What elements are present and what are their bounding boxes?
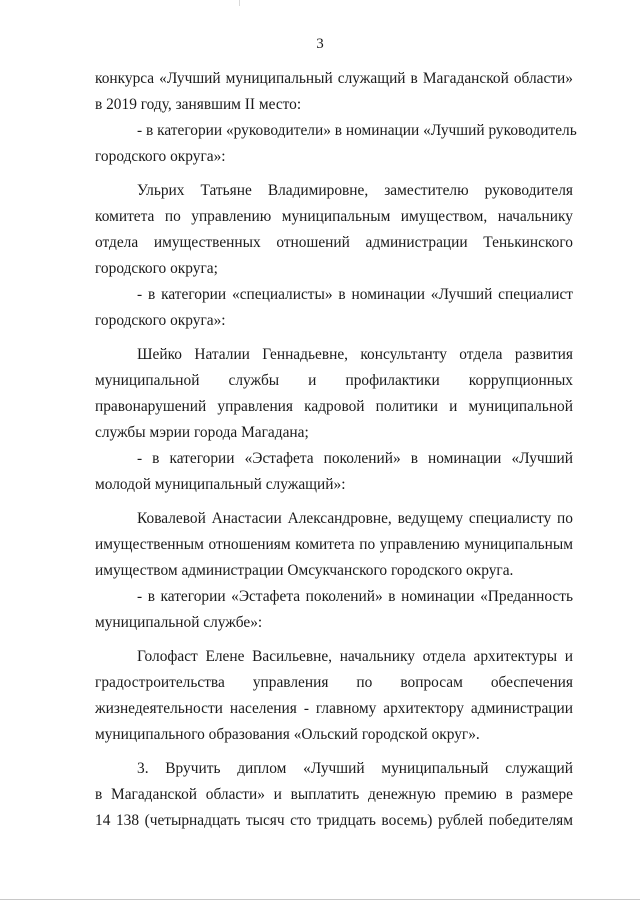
text-line: отдела имущественных отношений администрации Тенькинского (95, 234, 573, 251)
text-line: имуществом администрации Омсукчанского городского округа. (95, 562, 514, 579)
text-line: городского округа»: (95, 312, 226, 329)
text-line: Голофаст Елене Васильевне, начальнику отдела архитектуры и (137, 648, 573, 665)
text-line: 14 138 (четырнадцать тысяч сто тридцать восемь) рублей победителям (95, 812, 573, 829)
text-line: имущественным отношениям комитета по управлению муниципальным (95, 536, 573, 553)
document-body (95, 66, 577, 834)
paragraph (95, 756, 573, 834)
text-line: городского округа; (95, 260, 218, 277)
paragraph (95, 584, 573, 636)
paragraph (95, 506, 573, 584)
text-line: - в категории «специалисты» в номинации «Лучший специалист (137, 286, 573, 303)
text-line: муниципального образования «Ольский городской округ». (95, 726, 480, 743)
paragraph (95, 342, 573, 446)
text-line: в 2019 году, занявшим II место: (95, 96, 302, 113)
paragraph (95, 282, 573, 334)
text-line: молодой муниципальный служащий»: (95, 476, 346, 493)
text-line: конкурса «Лучший муниципальный служащий в Магаданской области» (95, 70, 573, 87)
text-line: в Магаданской области» и выплатить денежную премию в размере (95, 786, 573, 803)
paragraph (95, 446, 573, 498)
text-line: комитета по управлению муниципальным имуществом, начальнику (95, 208, 573, 225)
paragraph (95, 644, 573, 748)
scan-artifact (239, 0, 240, 6)
text-line: - в категории «Эстафета поколений» в номинации «Преданность (137, 588, 573, 605)
text-line: 3. Вручить диплом «Лучший муниципальный служащий (137, 760, 573, 777)
text-line: Ульрих Татьяне Владимировне, заместителю руководителя (137, 182, 573, 199)
text-line: муниципальной службы и профилактики коррупционных (95, 372, 573, 389)
text-line: жизнедеятельности населения - главному архитектору администрации (95, 700, 573, 717)
text-line: городского округа»: (95, 148, 226, 165)
text-line: службы мэрии города Магадана; (95, 424, 309, 441)
paragraph (95, 178, 573, 282)
text-line: - в категории «руководители» в номинации «Лучший руководитель (137, 122, 577, 139)
text-line: градостроительства управления по вопросам обеспечения (95, 674, 573, 691)
page-number: 3 (316, 36, 324, 52)
text-line: Шейко Наталии Геннадьевне, консультанту отдела развития (137, 346, 573, 363)
paragraph (95, 66, 573, 118)
scan-bottom-edge (0, 899, 640, 900)
paragraph (95, 118, 577, 170)
text-line: - в категории «Эстафета поколений» в номинации «Лучший (137, 450, 573, 467)
text-line: Ковалевой Анастасии Александровне, ведущему специалисту по (137, 510, 573, 527)
text-line: правонарушений управления кадровой политики и муниципальной (95, 398, 573, 415)
text-line: муниципальной службе»: (95, 614, 263, 631)
